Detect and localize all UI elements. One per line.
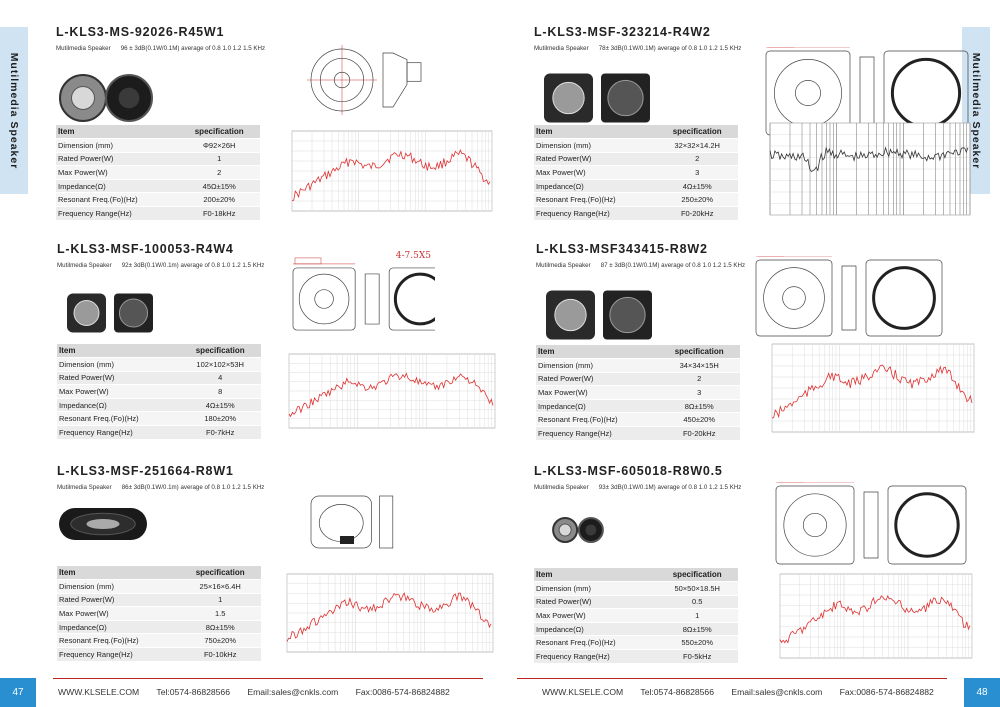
- spec-label: Rated Power(W): [536, 372, 658, 386]
- spec-header-row: [534, 568, 738, 582]
- spec-value: 1: [178, 152, 260, 166]
- product-photo: [540, 63, 650, 133]
- side-tab-label: Mutilmedia Speaker: [970, 52, 982, 169]
- spec-header-row: [56, 125, 260, 139]
- technical-drawing: [750, 256, 976, 340]
- spec-header-item: Item: [534, 125, 656, 139]
- spec-header-spec: specification: [179, 344, 261, 358]
- product-sensitivity: 93± 3dB(0.1W/0.1M) average of 0.8 1.0 1.2 1.5 KHz: [598, 484, 742, 491]
- product-photo: [63, 282, 153, 344]
- product-description: [534, 484, 741, 491]
- spec-value: 8Ω±15%: [656, 622, 738, 636]
- spec-label: Rated Power(W): [57, 593, 179, 607]
- technical-drawing: [301, 41, 431, 141]
- product-sensitivity: 78± 3dB(0.1W/0.1M) average of 0.8 1.0 1.2 1.5 KHz: [598, 45, 742, 52]
- product-photo: [542, 280, 652, 350]
- frequency-response-graph: [762, 121, 972, 221]
- technical-drawing: [307, 492, 417, 554]
- spec-row: [57, 358, 261, 372]
- drawing-note: 4-7.5X5: [395, 251, 431, 261]
- spec-row: [56, 139, 260, 153]
- product-description: [57, 262, 264, 269]
- spec-header-item: Item: [57, 566, 179, 580]
- spec-value: 200±20%: [178, 193, 260, 207]
- product-photo: [56, 63, 156, 133]
- spec-table: [57, 566, 261, 662]
- spec-table: [56, 125, 260, 221]
- page-number: 47: [0, 678, 36, 707]
- footer-fax: Fax:0086-574-86824882: [839, 687, 934, 697]
- spec-value: 1: [179, 593, 261, 607]
- spec-row: [57, 620, 261, 634]
- spec-value: F0-10kHz: [179, 648, 261, 662]
- spec-label: Rated Power(W): [534, 595, 656, 609]
- spec-label: Frequency Range(Hz): [534, 207, 656, 221]
- footer-right: [500, 678, 1000, 707]
- product-description: [56, 45, 265, 52]
- spec-label: Frequency Range(Hz): [536, 427, 658, 441]
- spec-label: Frequency Range(Hz): [56, 207, 178, 221]
- spec-label: Frequency Range(Hz): [57, 426, 179, 440]
- spec-label: Frequency Range(Hz): [534, 650, 656, 664]
- spec-value: 25×16×6.4H: [179, 580, 261, 594]
- frequency-response-graph: [772, 572, 974, 664]
- spec-row: [534, 139, 738, 153]
- spec-table: [57, 344, 261, 440]
- spec-value: Φ92×26H: [178, 139, 260, 153]
- footer-fax: Fax:0086-574-86824882: [355, 687, 450, 697]
- product-description: [536, 262, 745, 269]
- spec-table: [534, 125, 738, 221]
- product-title: L-KLS3-MSF-323214-R4W2: [534, 25, 711, 39]
- spec-value: 1: [656, 609, 738, 623]
- spec-label: Resonant Freq.(Fo)(Hz): [536, 413, 658, 427]
- spec-row: [57, 634, 261, 648]
- frequency-response-graph: [284, 129, 494, 217]
- spec-value: 2: [658, 372, 740, 386]
- spec-label: Max Power(W): [57, 385, 179, 399]
- spec-value: 2: [656, 152, 738, 166]
- spec-label: Resonant Freq.(Fo)(Hz): [56, 193, 178, 207]
- spec-row: [57, 580, 261, 594]
- spec-label: Resonant Freq.(Fo)(Hz): [57, 412, 179, 426]
- product-category: Mutilmedia Speaker: [57, 262, 112, 269]
- spec-row: [534, 152, 738, 166]
- spec-label: Resonant Freq.(Fo)(Hz): [534, 636, 656, 650]
- spec-header-item: Item: [56, 125, 178, 139]
- spec-row: [56, 193, 260, 207]
- spec-value: F0-5kHz: [656, 650, 738, 664]
- product-category: Mutilmedia Speaker: [57, 484, 112, 491]
- spec-row: [56, 166, 260, 180]
- spec-value: 8Ω±15%: [179, 620, 261, 634]
- footer-left: [0, 678, 500, 707]
- product-title: L-KLS3-MSF343415-R8W2: [536, 242, 708, 256]
- product-title: L-KLS3-MSF-605018-R8W0.5: [534, 464, 723, 478]
- footer-tel: Tel:0574-86828566: [156, 687, 230, 697]
- product-category: Mutilmedia Speaker: [534, 45, 589, 52]
- product-category: Mutilmedia Speaker: [536, 262, 591, 269]
- spec-row: [57, 385, 261, 399]
- product-photo: [57, 506, 149, 542]
- spec-header-spec: specification: [656, 568, 738, 582]
- spec-value: 50×50×18.5H: [656, 582, 738, 596]
- product-category: Mutilmedia Speaker: [534, 484, 589, 491]
- spec-label: Dimension (mm): [534, 139, 656, 153]
- product-block: [536, 242, 976, 460]
- product-block: [56, 25, 496, 243]
- spec-label: Max Power(W): [534, 166, 656, 180]
- spec-value: 750±20%: [179, 634, 261, 648]
- spec-value: F0-20kHz: [658, 427, 740, 441]
- spec-value: 550±20%: [656, 636, 738, 650]
- spec-value: F0-18kHz: [178, 207, 260, 221]
- spec-label: Resonant Freq.(Fo)(Hz): [534, 193, 656, 207]
- spec-value: F0-7kHz: [179, 426, 261, 440]
- spec-value: 3: [658, 386, 740, 400]
- spec-row: [56, 152, 260, 166]
- spec-header-spec: specification: [178, 125, 260, 139]
- spec-label: Max Power(W): [57, 607, 179, 621]
- spec-row: [536, 359, 740, 373]
- spec-label: Impedance(Ω): [57, 398, 179, 412]
- spec-value: 34×34×15H: [658, 359, 740, 373]
- spec-row: [57, 648, 261, 662]
- spec-label: Max Power(W): [534, 609, 656, 623]
- spec-value: 4Ω±15%: [656, 179, 738, 193]
- technical-drawing: [287, 244, 435, 354]
- spec-row: [534, 595, 738, 609]
- technical-drawing: [770, 482, 974, 568]
- spec-table: [534, 568, 738, 664]
- spec-value: 8: [179, 385, 261, 399]
- page-number: 48: [964, 678, 1000, 707]
- product-category: Mutilmedia Speaker: [56, 45, 111, 52]
- spec-label: Dimension (mm): [56, 139, 178, 153]
- spec-value: 8Ω±15%: [658, 399, 740, 413]
- spec-row: [534, 650, 738, 664]
- spec-label: Impedance(Ω): [56, 179, 178, 193]
- product-sensitivity: 87 ± 3dB(0.1W/0.1M) average of 0.8 1.0 1.2 1.5 KHz: [600, 262, 746, 269]
- spec-row: [534, 207, 738, 221]
- spec-header-row: [57, 566, 261, 580]
- spec-value: F0-20kHz: [656, 207, 738, 221]
- spec-value: 2: [178, 166, 260, 180]
- spec-header-item: Item: [536, 345, 658, 359]
- spec-row: [57, 607, 261, 621]
- spec-header-item: Item: [534, 568, 656, 582]
- footer-contact: [58, 687, 464, 697]
- spec-row: [57, 371, 261, 385]
- product-title: L-KLS3-MSF-251664-R8W1: [57, 464, 234, 478]
- product-title: L-KLS3-MSF-100053-R4W4: [57, 242, 234, 256]
- spec-row: [57, 593, 261, 607]
- product-title: L-KLS3-MS-92026-R45W1: [56, 25, 225, 39]
- spec-header-spec: specification: [658, 345, 740, 359]
- spec-row: [534, 166, 738, 180]
- spec-value: 450±20%: [658, 413, 740, 427]
- spec-label: Dimension (mm): [57, 358, 179, 372]
- frequency-response-graph: [281, 352, 497, 434]
- spec-label: Max Power(W): [56, 166, 178, 180]
- footer-contact: [542, 687, 948, 697]
- spec-value: 4: [179, 371, 261, 385]
- spec-row: [536, 413, 740, 427]
- spec-value: 250±20%: [656, 193, 738, 207]
- spec-label: Resonant Freq.(Fo)(Hz): [57, 634, 179, 648]
- spec-value: 45Ω±15%: [178, 179, 260, 193]
- spec-label: Impedance(Ω): [534, 622, 656, 636]
- spec-label: Rated Power(W): [56, 152, 178, 166]
- product-block: [57, 464, 497, 682]
- product-block: [534, 25, 974, 243]
- spec-row: [536, 372, 740, 386]
- spec-label: Max Power(W): [536, 386, 658, 400]
- product-sensitivity: 86± 3dB(0.1W/0.1m) average of 0.8 1.0 1.2 1.5 KHz: [121, 484, 265, 491]
- footer-tel: Tel:0574-86828566: [640, 687, 714, 697]
- frequency-response-graph: [764, 342, 976, 438]
- spec-row: [536, 399, 740, 413]
- spec-row: [536, 386, 740, 400]
- spec-value: 0.5: [656, 595, 738, 609]
- spec-header-row: [534, 125, 738, 139]
- spec-label: Dimension (mm): [536, 359, 658, 373]
- spec-label: Rated Power(W): [534, 152, 656, 166]
- footer-rule: [53, 678, 483, 679]
- spec-label: Rated Power(W): [57, 371, 179, 385]
- footer-website[interactable]: WWW.KLSELE.COM: [58, 687, 140, 697]
- spec-label: Dimension (mm): [57, 580, 179, 594]
- spec-header-item: Item: [57, 344, 179, 358]
- product-description: [534, 45, 741, 52]
- spec-header-row: [57, 344, 261, 358]
- spec-value: 3: [656, 166, 738, 180]
- product-description: [57, 484, 264, 491]
- spec-row: [534, 193, 738, 207]
- spec-value: 102×102×53H: [179, 358, 261, 372]
- spec-row: [534, 179, 738, 193]
- spec-value: 32×32×14.2H: [656, 139, 738, 153]
- spec-header-row: [536, 345, 740, 359]
- product-block: [534, 464, 974, 682]
- spec-value: 1.5: [179, 607, 261, 621]
- spec-table: [536, 345, 740, 441]
- spec-row: [56, 207, 260, 221]
- spec-label: Impedance(Ω): [57, 620, 179, 634]
- product-sensitivity: 92± 3dB(0.1W/0.1m) average of 0.8 1.0 1.2 1.5 KHz: [121, 262, 265, 269]
- spec-label: Frequency Range(Hz): [57, 648, 179, 662]
- spec-row: [56, 179, 260, 193]
- spec-row: [57, 398, 261, 412]
- spec-row: [57, 426, 261, 440]
- product-photo: [550, 504, 606, 556]
- spec-row: [534, 582, 738, 596]
- side-tab-label: Mutilmedia Speaker: [8, 52, 20, 169]
- spec-header-spec: specification: [179, 566, 261, 580]
- frequency-response-graph: [279, 572, 495, 658]
- spec-row: [534, 609, 738, 623]
- product-sensitivity: 96 ± 3dB(0.1W/0.1M) average of 0.8 1.0 1.2 1.5 KHz: [120, 45, 266, 52]
- product-block: [57, 242, 497, 460]
- spec-value: 4Ω±15%: [179, 398, 261, 412]
- footer-website[interactable]: WWW.KLSELE.COM: [542, 687, 624, 697]
- footer-email[interactable]: Email:sales@cnkls.com: [731, 687, 823, 697]
- footer-rule: [517, 678, 947, 679]
- footer-email[interactable]: Email:sales@cnkls.com: [247, 687, 339, 697]
- spec-value: 180±20%: [179, 412, 261, 426]
- spec-label: Impedance(Ω): [534, 179, 656, 193]
- spec-row: [534, 636, 738, 650]
- spec-header-spec: specification: [656, 125, 738, 139]
- spec-label: Dimension (mm): [534, 582, 656, 596]
- spec-label: Impedance(Ω): [536, 399, 658, 413]
- side-tab-left: [0, 27, 28, 194]
- spec-row: [57, 412, 261, 426]
- spec-row: [536, 427, 740, 441]
- spec-row: [534, 622, 738, 636]
